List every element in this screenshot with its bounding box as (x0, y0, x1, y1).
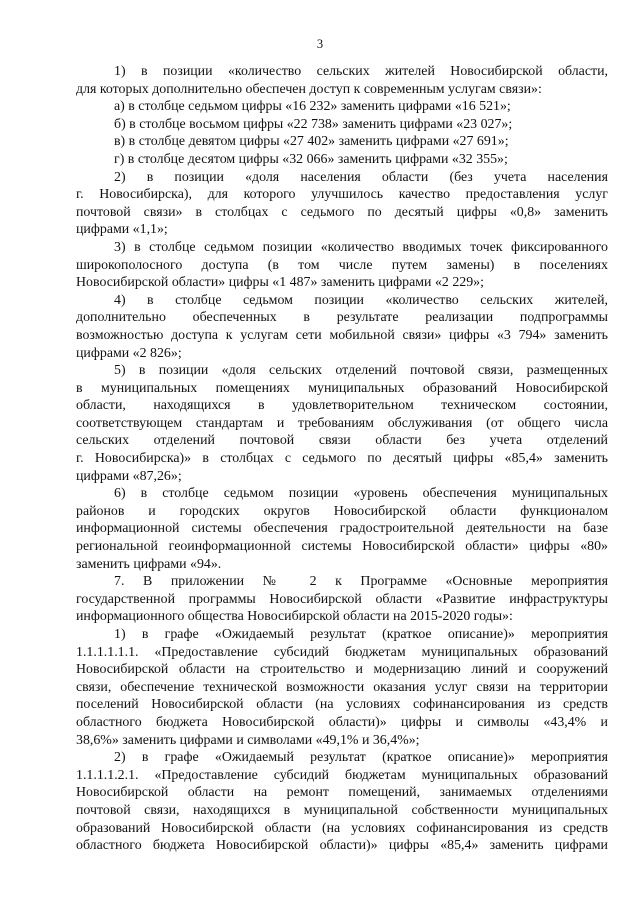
text-line: связи, обеспечение технической возможности оказания услуг связи на территории (76, 679, 608, 695)
text-line: Новосибирской области на ремонт помещений, занимаемых отделениями (76, 785, 608, 801)
document-body (76, 63, 608, 855)
text-line: 7. В приложении № 2 к Программе «Основные мероприятия (114, 574, 608, 590)
text-line: а) в столбце седьмом цифры «16 232» заменить цифрами «16 521»; (114, 99, 511, 115)
text-line: 1.1.1.1.1.1. «Предоставление субсидий бюджетам муниципальных образований (76, 644, 608, 660)
text-line: цифрами «87,26»; (76, 468, 182, 484)
text-line: областного бюджета Новосибирской области)» цифры и символы «43,4% и (76, 714, 608, 730)
text-line: 6) в столбце седьмом позиции «уровень обеспечения муниципальных (114, 486, 608, 502)
text-line: районов и городских округов Новосибирской области функционалом (76, 503, 608, 519)
text-line: почтовой связи, находящихся в муниципальной собственности муниципальных (76, 802, 608, 818)
text-line: цифрами «2 826»; (76, 345, 182, 361)
text-line: поселений Новосибирской области (на условиях софинансирования из средств (76, 697, 608, 713)
text-line: 38,6%» заменить цифрами и символами «49,1% и 36,4%»; (76, 732, 420, 748)
text-line: 3) в столбце седьмом позиции «количество вводимых точек фиксированного (114, 239, 608, 255)
text-line: заменить цифрами «94». (76, 556, 222, 572)
text-line: областного бюджета Новосибирской области)» цифры «85,4» заменить цифрами (76, 838, 608, 854)
text-line: Новосибирской области на строительство и модернизацию линий и сооружений (76, 662, 608, 678)
text-line: цифрами «1,1»; (76, 222, 168, 238)
text-line: в муниципальных помещениях муниципальных образований Новосибирской (76, 380, 608, 396)
text-line: возможностью доступа к услугам сети мобильной связи» цифры «3 794» заменить (76, 327, 608, 343)
text-line: г. Новосибирска)» в столбцах с седьмого по десятый цифры «85,4» заменить (76, 451, 608, 467)
text-line: в) в столбце девятом цифры «27 402» заменить цифрами «27 691»; (114, 134, 509, 150)
text-line: 4) в столбце седьмом позиции «количество сельских жителей, (114, 292, 608, 308)
text-line: 2) в позиции «доля населения области (без учета населения (114, 169, 608, 185)
text-line: для которых дополнительно обеспечен доступ к современным услугам связи»: (76, 81, 542, 97)
text-line: информационного общества Новосибирской области на 2015-2020 годы»: (76, 609, 513, 625)
text-line: 1) в позиции «количество сельских жителей Новосибирской области, (114, 64, 608, 79)
text-line: образований Новосибирской области (на условиях софинансирования из средств (76, 820, 608, 836)
text-line: области, находящихся в удовлетворительном техническом состоянии, (76, 398, 608, 414)
text-line: 1.1.1.1.2.1. «Предоставление субсидий бюджетам муниципальных образований (76, 767, 608, 783)
text-line: Новосибирской области» цифры «1 487» заменить цифрами «2 229»; (76, 275, 484, 291)
text-line: г. Новосибирска), для которого улучшилось качество предоставления услуг (76, 187, 608, 203)
text-line: региональной геоинформационной системы Новосибирской области» цифры «80» (76, 539, 608, 555)
text-line: 2) в графе «Ожидаемый результат (краткое описание)» мероприятия (114, 750, 608, 766)
text-line: сельских отделений почтовой связи области без учета отделений (76, 433, 608, 449)
text-line: дополнительно обеспеченных в результате реализации подпрограммы (76, 310, 608, 326)
text-line: государственной программы Новосибирской области «Развитие инфраструктуры (76, 591, 608, 607)
page-number: 3 (316, 37, 324, 51)
text-line: 5) в позиции «доля сельских отделений почтовой связи, размещенных (114, 363, 608, 379)
text-line: широкополосного доступа (в том числе путем замены) в поселениях (76, 257, 608, 273)
text-line: 1) в графе «Ожидаемый результат (краткое описание)» мероприятия (114, 627, 608, 642)
text-line: информационной системы обеспечения градостроительной деятельности на базе (76, 521, 608, 537)
text-line: соответствующем стандартам и требованиям обслуживания (от общего числа (76, 415, 608, 431)
text-line: б) в столбце восьмом цифры «22 738» заменить цифрами «23 027»; (114, 116, 513, 132)
text-line: почтовой связи» в столбцах с седьмого по десятый цифры «0,8» заменить (76, 204, 608, 220)
text-line: г) в столбце десятом цифры «32 066» заменить цифрами «32 355»; (114, 151, 508, 167)
